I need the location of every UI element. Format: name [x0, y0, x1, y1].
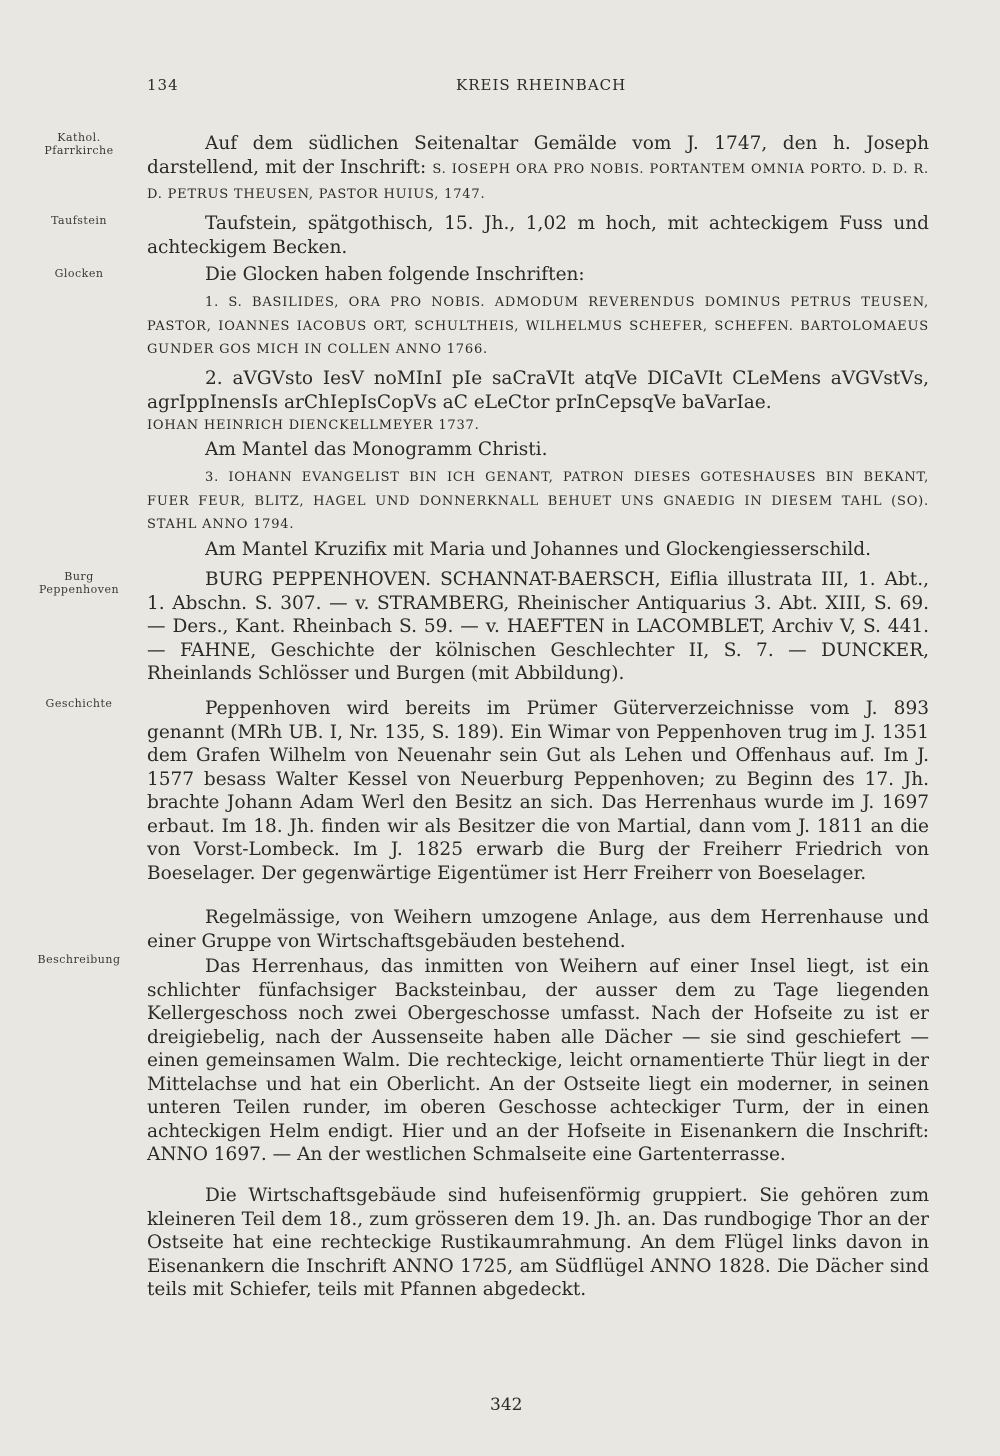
paragraph-burg-literature	[147, 568, 929, 686]
glocken-intro-text: Die Glocken haben folgende Inschriften:	[205, 264, 585, 285]
margin-note-pfarrkirche	[18, 131, 140, 157]
paragraph-glocken-intro	[147, 263, 929, 287]
running-title: KREIS RHEINBACH	[456, 76, 627, 94]
margin-note-glocken: Glocken	[54, 267, 104, 280]
margin-note-taufstein: Taufstein	[51, 214, 107, 227]
wirtschaft-text: Die Wirtschaftsgebäude sind hufeisenförmig gruppiert. Sie gehören zum kleineren Teil dem 18., zum grösseren dem 19. Jh. an. Das rundbogige Thor an der Ostseite hat eine rechteckige Rustikaumrahmung. An dem Flügel links davon in Eisenankern die Inschrift ANNO 1725, am Südflügel ANNO 1828. Die Dächer sind teils mit Schiefer, teils mit Pfannen abgedeckt.	[147, 1185, 929, 1300]
paragraph-wirtschaftsgebaeude	[147, 1184, 929, 1302]
bell-1-text: 1. S. BASILIDES, ORA PRO NOBIS. ADMODUM REVERENDUS DOMINUS PETRUS TEUSEN, PASTOR, IOANNES IACOBUS ORT, SCHULTHEIS, WILHELMUS SCHEFER, SCHEFEN. BARTOLOMAEUS GUNDER GOS MICH IN COLLEN ANNO 1766.	[147, 295, 929, 357]
herrenhaus-text: Das Herrenhaus, das inmitten von Weihern auf einer Insel liegt, ist ein schlichter fünfachsiger Backsteinbau, der ausser dem zu Tage liegenden Kellergeschoss noch zwei Obergeschosse umfasst. Nach der Hofseite zu ist er dreigiebelig, nach der Aussenseite haben alle Dächer — sie sind geschiefert — einen gemeinsamen Walm. Die rechteckige, leicht ornamentierte Thür liegt in der Mittelachse und hat ein Oberlicht. An der Ostseite liegt ein moderner, in seinen unteren Teilen runder, im oberen Geschosse achteckiger Turm, der in einen achteckigen Helm endigt. Hier und an der Hofseite in Eisenankern die Inschrift: ANNO 1697. — An der westlichen Schmalseite eine Gartenterrasse.	[147, 956, 929, 1165]
bell-2-mantel-text: Am Mantel das Monogramm Christi.	[205, 439, 548, 460]
altar-inscription: S. IOSEPH ORA PRO NOBIS. PORTANTEM OMNIA PORTO. D. D. R. D. PETRUS THEUSEN, PASTOR HUIUS, 1747.	[147, 161, 929, 202]
signature-number: 342	[490, 1395, 523, 1415]
bell-2-number: 2.	[205, 368, 233, 389]
bell-3-text: 3. IOHANN EVANGELIST BIN ICH GENANT, PATRON DIESES GOTESHAUSES BIN BEKANT, FUER FEUR, BLITZ, HAGEL UND DONNERKNALL BEHUET UNS GNAEDIG IN DIESEM TAHL (SO). STAHL ANNO 1794.	[147, 470, 929, 532]
paragraph-anlage	[147, 906, 929, 953]
bell-2-chronogram: aVGVsto IesV noMInI pIe saCraVIt atqVe DICaVIt CLeMens aVGVstVs, agrIppInensIs arChIepIsCopVs aC eLeCtor prInCepsqVe baVarIae.	[147, 368, 929, 413]
paragraph-herrenhaus	[147, 955, 929, 1167]
bell-3-mantel-text: Am Mantel Kruzifix mit Maria und Johannes und Glockengiesserschild.	[205, 539, 871, 560]
paragraph-altar	[147, 132, 929, 207]
bell-3-inscription	[147, 466, 929, 537]
anlage-text: Regelmässige, von Weihern umzogene Anlage, aus dem Herrenhause und einer Gruppe von Wirtschaftsgebäuden bestehend.	[147, 907, 929, 952]
altar-text: Auf dem südlichen Seitenaltar Gemälde vom J. 1747, den h. Joseph darstellend, mit der Inschrift:	[147, 133, 929, 178]
margin-note-burg	[18, 570, 140, 596]
bell-2-founder	[147, 414, 929, 438]
margin-note-geschichte: Geschichte	[45, 697, 113, 710]
page-number: 134	[147, 76, 179, 94]
taufstein-text: Taufstein, spätgothisch, 15. Jh., 1,02 m hoch, mit achteckigem Fuss und achteckigem Becken.	[147, 213, 929, 258]
margin-note-line: Burg	[64, 570, 94, 583]
paragraph-taufstein	[147, 212, 929, 259]
bell-2-founder-text: IOHAN HEINRICH DIENCKELLMEYER 1737.	[147, 418, 480, 433]
margin-note-line: Peppenhoven	[38, 583, 120, 596]
margin-note-line: Kathol.	[57, 131, 101, 144]
bell-1-inscription	[147, 291, 929, 362]
bell-2-inscription	[147, 367, 929, 414]
bell-3-mantel	[147, 538, 929, 562]
burg-title: BURG PEPPENHOVEN.	[205, 569, 432, 590]
margin-note-beschreibung: Beschreibung	[37, 953, 121, 966]
burg-literature: SCHANNAT-BAERSCH, Eiflia illustrata III, 1. Abt., 1. Abschn. S. 307. — v. STRAMBERG, Rheinischer Antiquarius 3. Abt. XIII, S. 69. — Ders., Kant. Rheinbach S. 59. — v. HAEFTEN in LACOMBLET, Archiv V, S. 441. — FAHNE, Geschichte der kölnischen Geschlechter II, S. 7. — DUNCKER, Rheinlands Schlösser und Burgen (mit Abbildung).	[147, 569, 929, 684]
margin-note-line: Pfarrkirche	[44, 144, 114, 157]
bell-2-mantel	[147, 438, 929, 462]
paragraph-geschichte	[147, 697, 929, 885]
geschichte-text: Peppenhoven wird bereits im Prümer Güterverzeichnisse vom J. 893 genannt (MRh UB. I, Nr. 135, S. 189). Ein Wimar von Peppenhoven trug im J. 1351 dem Grafen Wilhelm von Neuenahr sein Gut als Lehen und Offenhaus auf. Im J. 1577 besass Walter Kessel von Neuerburg Peppenhoven; zu Beginn des 17. Jh. brachte Johann Adam Werl den Besitz an sich. Das Herrenhaus wurde im J. 1697 erbaut. Im 18. Jh. finden wir als Besitzer die von Martial, dann vom J. 1811 an die von Vorst-Lombeck. Im J. 1825 erwarb die Burg der Freiherr Friedrich von Boeselager. Der gegenwärtige Eigentümer ist Herr Freiherr von Boeselager.	[147, 698, 929, 884]
